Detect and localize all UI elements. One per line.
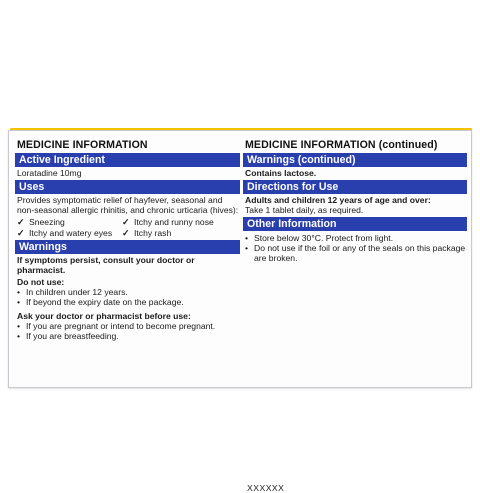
- uses-text: Provides symptomatic relief of hayfever, seasonal and non-seasonal allergic rhinitis, and chronic urticaria (hives):: [17, 195, 239, 215]
- other-information-item: • Store below 30°C. Protect from light.: [245, 233, 394, 243]
- check-icon: ✓: [122, 217, 130, 227]
- directions-dosage: Take 1 tablet daily, as required.: [245, 205, 364, 215]
- warnings-continued-header: Warnings (continued): [243, 153, 467, 167]
- symptom-item: ✓ Sneezing: [17, 217, 65, 227]
- active-ingredient-header: Active Ingredient: [15, 153, 240, 167]
- medicine-information-panel: [8, 130, 472, 493]
- ask-doctor-item: • If you are pregnant or intend to become pregnant.: [17, 321, 216, 331]
- right-column-title: MEDICINE INFORMATION (continued): [245, 139, 438, 151]
- batch-code: XXXXXX: [247, 483, 285, 493]
- bullet-icon: •: [245, 243, 249, 253]
- uses-header: Uses: [15, 180, 240, 194]
- bullet-icon: •: [17, 331, 21, 341]
- active-ingredient-text: Loratadine 10mg: [17, 168, 82, 178]
- other-information-header: Other Information: [243, 217, 467, 231]
- other-information-item: • Do not use if the foil or any of the seals on this package are broken.: [245, 243, 466, 263]
- do-not-use-item: • If beyond the expiry date on the package.: [17, 297, 184, 307]
- check-icon: ✓: [122, 228, 130, 238]
- bullet-icon: •: [17, 287, 21, 297]
- left-column-title: MEDICINE INFORMATION: [17, 139, 148, 151]
- do-not-use-label: Do not use:: [17, 277, 65, 287]
- bullet-icon: •: [17, 321, 21, 331]
- check-icon: ✓: [17, 228, 25, 238]
- do-not-use-item: • In children under 12 years.: [17, 287, 128, 297]
- symptom-list: [17, 217, 240, 238]
- contains-lactose-text: Contains lactose.: [245, 168, 317, 178]
- left-column: [15, 140, 240, 341]
- directions-header: Directions for Use: [243, 180, 467, 194]
- warnings-persist-text: If symptoms persist, consult your doctor or pharmacist.: [17, 255, 195, 275]
- right-column: [243, 140, 467, 263]
- symptom-item: ✓ Itchy and runny nose: [122, 217, 214, 227]
- ask-doctor-item: • If you are breastfeeding.: [17, 331, 119, 341]
- ask-doctor-label: Ask your doctor or pharmacist before use:: [17, 311, 191, 321]
- check-icon: ✓: [17, 217, 25, 227]
- symptom-item: ✓ Itchy rash: [122, 228, 172, 238]
- bullet-icon: •: [245, 233, 249, 243]
- symptom-item: ✓ Itchy and watery eyes: [17, 228, 113, 238]
- directions-audience: Adults and children 12 years of age and over:: [245, 195, 431, 205]
- bullet-icon: •: [17, 297, 21, 307]
- warnings-header: Warnings: [15, 240, 240, 254]
